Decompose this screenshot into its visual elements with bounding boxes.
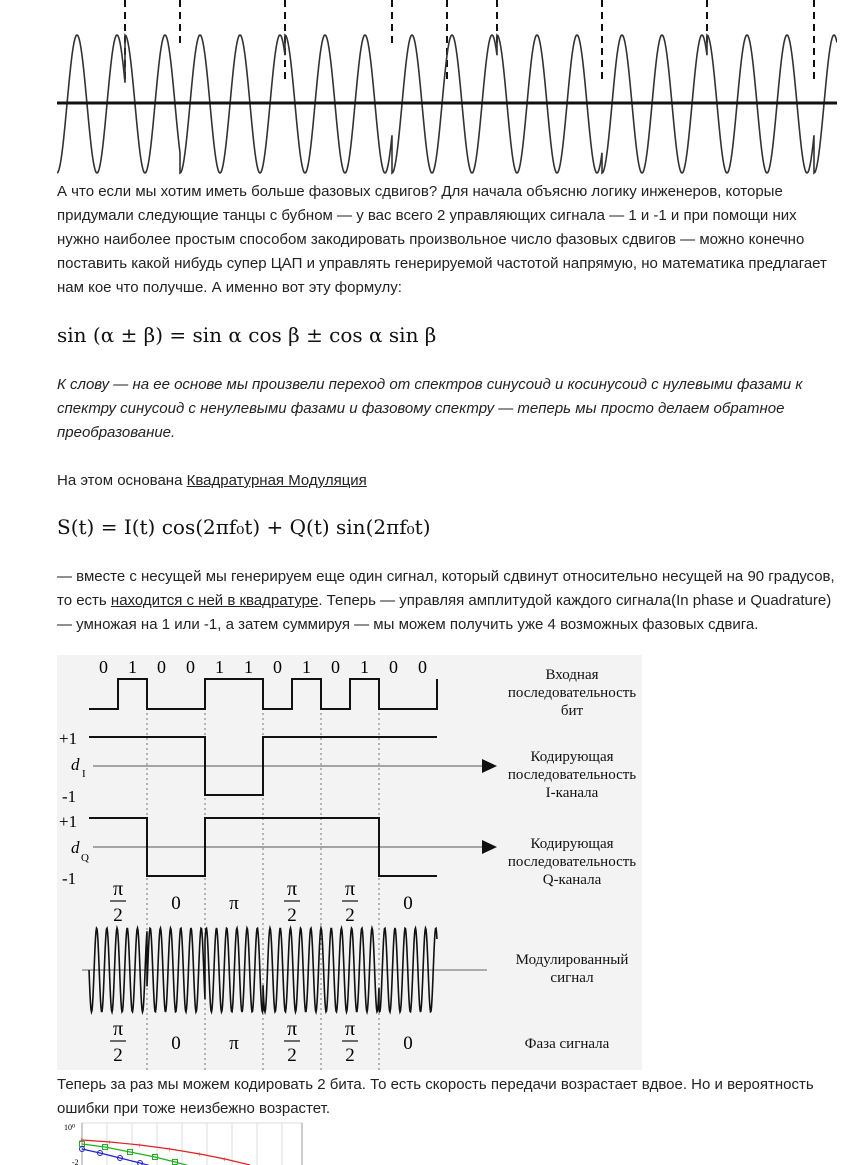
q-label-1: Кодирующая xyxy=(530,836,614,852)
ber-red-marker: + xyxy=(197,1150,202,1159)
ber-red-marker: + xyxy=(167,1145,172,1154)
ber-y-tick-top: 10⁰ xyxy=(64,1123,76,1132)
phase-pi: π xyxy=(344,1018,356,1040)
ber-chart-frame xyxy=(82,1123,302,1165)
ber-red-marker: + xyxy=(222,1155,227,1164)
i-label-3: I-канала xyxy=(545,785,599,801)
phase-value: 0 xyxy=(403,1033,413,1054)
ber-y-tick-mid: -2 xyxy=(72,1158,79,1165)
phase-pi: π xyxy=(112,878,124,900)
phase-value: 0 xyxy=(403,893,413,914)
q-label-3: Q-канала xyxy=(542,872,602,888)
phase-denominator: 2 xyxy=(287,1045,297,1066)
q-d-sub: Q xyxy=(81,852,89,864)
phase-boundary-dashes xyxy=(125,0,814,82)
qpsk-diagram xyxy=(57,655,642,1070)
bit-label: 1 xyxy=(244,657,253,677)
bit-label: 0 xyxy=(186,657,195,677)
phase-denominator: 2 xyxy=(113,905,123,926)
i-label-2: последовательность xyxy=(507,767,637,783)
phase-pi: π xyxy=(286,1018,298,1040)
bit-label: 0 xyxy=(418,657,427,677)
bit-label: 1 xyxy=(360,657,369,677)
ber-red-marker: + xyxy=(137,1141,142,1150)
q-label-2: последовательность xyxy=(507,854,637,870)
ber-red-marker: + xyxy=(79,1136,84,1145)
phase-value: π xyxy=(229,893,239,914)
bit-label: 0 xyxy=(273,657,282,677)
q-minus-one: -1 xyxy=(62,869,77,888)
bit-label: 0 xyxy=(157,657,166,677)
mod-label-2: сигнал xyxy=(550,970,594,986)
i-plus-one: +1 xyxy=(59,729,78,748)
paragraph-note: К слову — на ее основе мы произвели переход от спектров синусоид и косинусоид с нулевыми фазами к спектру синусоид с ненулевыми фазами и фазовому спектру — теперь мы просто делаем обратное преобразование. xyxy=(57,376,803,441)
phase-pi: π xyxy=(344,878,356,900)
paragraph-basis xyxy=(57,469,837,493)
input-label-2: последовательность xyxy=(507,685,637,701)
quadrature-prefix: — вместе с несущей мы генерируем еще один сигнал, который сдвинут относительно несущей на 90 градусов, то есть xyxy=(57,568,835,609)
phase-value: 0 xyxy=(171,1033,181,1054)
qam-link[interactable]: Квадратурная Модуляция xyxy=(186,472,367,489)
q-plus-one: +1 xyxy=(59,812,78,831)
mod-label-1: Модулированный xyxy=(515,952,629,968)
ber-chart xyxy=(60,1122,305,1165)
ber-red-marker: + xyxy=(107,1138,112,1147)
quadrature-link[interactable]: находится с ней в квадратуре xyxy=(110,592,319,609)
phase-denominator: 2 xyxy=(345,905,355,926)
input-label-3: бит xyxy=(560,703,584,719)
i-d-sub: I xyxy=(82,768,86,780)
basis-prefix: На этом основана xyxy=(57,472,187,489)
q-d-label: d xyxy=(71,838,80,857)
phase-pi: π xyxy=(112,1018,124,1040)
paragraph-intro: А что если мы хотим иметь больше фазовых сдвигов? Для начала объясню логику инженеров, которые придумали следующие танцы с бубном — у вас всего 2 управляющих сигнала — 1 и -1 и при помощи них нужно наиболее простым способом закодировать произвольное число фазовых сдвигов — можно конечно поставить какой нибудь супер ЦАП и управлять генерируемой частотой напрямую, но математика предлагает нам кое что получше. А именно вот эту формулу: xyxy=(57,183,827,296)
bit-label: 0 xyxy=(99,657,108,677)
i-minus-one: -1 xyxy=(62,787,77,806)
phase-denominator: 2 xyxy=(287,905,297,926)
qam-formula: S(t) = I(t) cos(2πf₀t) + Q(t) sin(2πf₀t) xyxy=(57,515,431,539)
i-label-1: Кодирующая xyxy=(530,749,614,765)
phase-value: 0 xyxy=(171,893,181,914)
bit-label: 0 xyxy=(389,657,398,677)
quadrature-suffix: . Теперь — управляя амплитудой каждого сигнала(In phase и Quadrature) — умножая на 1 или -1, а затем суммируя — мы можем получить уже 4 возможных фазовых сдвига. xyxy=(57,592,832,633)
phase-denominator: 2 xyxy=(345,1045,355,1066)
phase-denominator: 2 xyxy=(113,1045,123,1066)
phase-label: Фаза сигнала xyxy=(524,1036,610,1052)
paragraph-quadrature xyxy=(57,565,837,637)
phase-pi: π xyxy=(286,878,298,900)
phase-value: π xyxy=(229,1033,239,1054)
bit-label: 0 xyxy=(331,657,340,677)
bit-label: 1 xyxy=(302,657,311,677)
top-waveform-figure xyxy=(57,0,837,180)
bit-label: 1 xyxy=(128,657,137,677)
trig-formula: sin (α ± β) = sin α cos β ± cos α sin β xyxy=(57,323,437,347)
input-label-1: Входная xyxy=(545,667,599,683)
paragraph-two-bits: Теперь за раз мы можем кодировать 2 бита. То есть скорость передачи возрастает вдвое. Но и вероятность ошибки при тоже неизбежно возрастет. xyxy=(57,1076,814,1117)
i-d-label: d xyxy=(71,755,80,774)
bit-label: 1 xyxy=(215,657,224,677)
